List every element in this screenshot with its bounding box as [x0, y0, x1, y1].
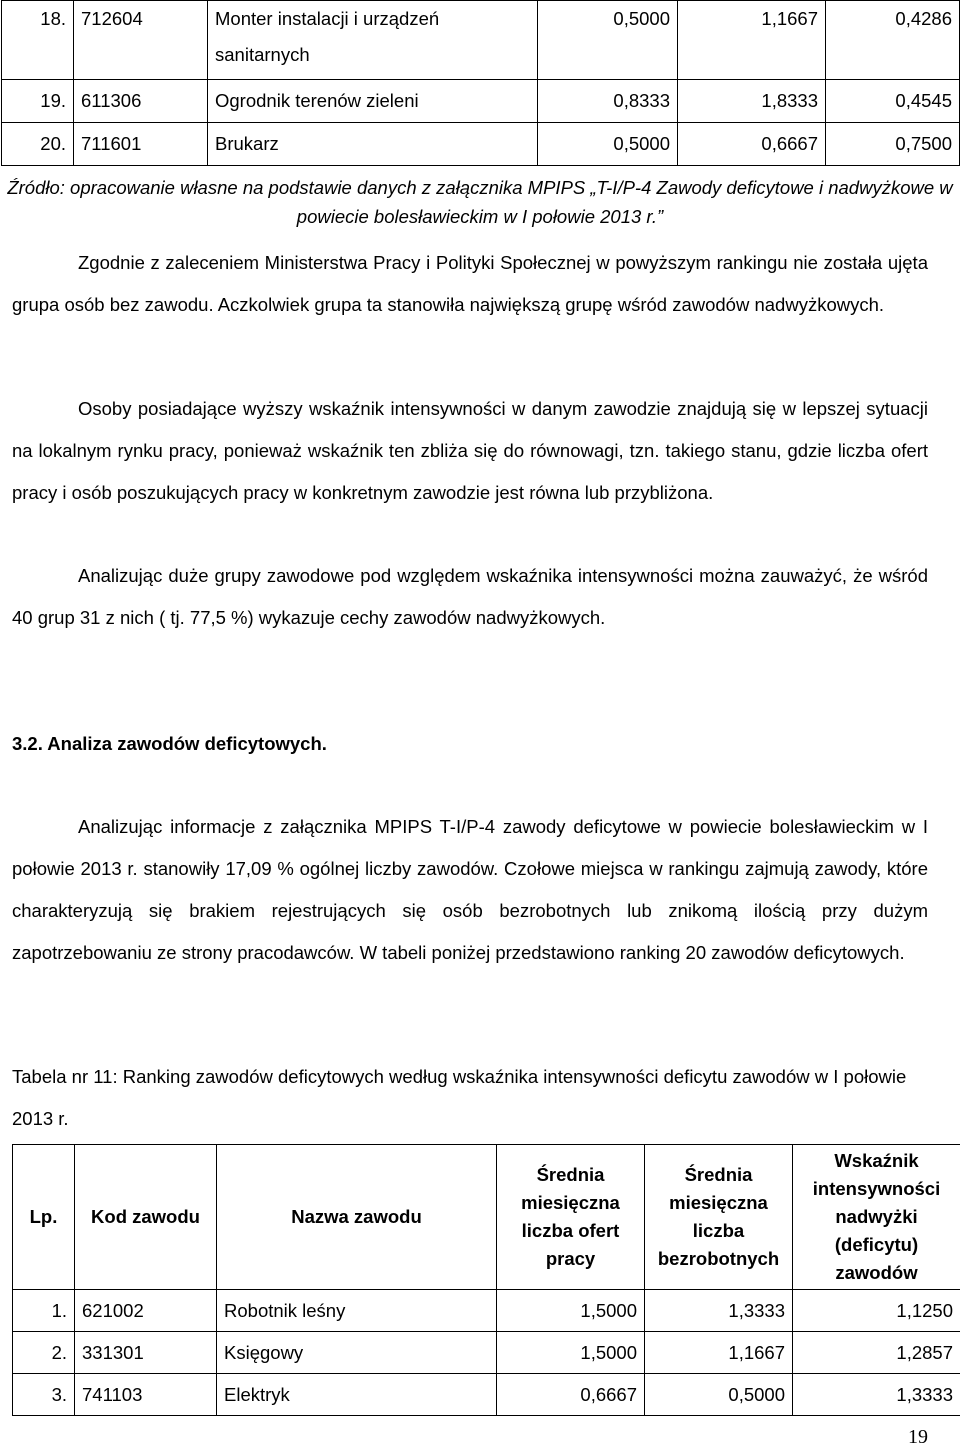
row-lp: 19.: [2, 80, 74, 123]
row-offers: 0,8333: [538, 80, 678, 123]
row-index: 1,1250: [793, 1290, 960, 1332]
row-index: 0,7500: [826, 123, 960, 166]
row-name: Elektryk: [217, 1374, 497, 1416]
header-name: Nazwa zawodu: [217, 1145, 497, 1290]
row-unemployed: 0,5000: [645, 1374, 793, 1416]
table-caption: Tabela nr 11: Ranking zawodów deficytowych według wskaźnika intensywności deficytu zawodów w I połowie 2013 r.: [12, 1066, 907, 1129]
row-name: Brukarz: [208, 123, 538, 166]
table-row: [13, 1290, 960, 1332]
row-lp: 18.: [2, 1, 74, 80]
row-code: 711601: [74, 123, 208, 166]
page-number: 19: [908, 1426, 928, 1448]
row-name: Ogrodnik terenów zieleni: [208, 80, 538, 123]
row-unemployed: 1,8333: [678, 80, 826, 123]
row-code: 621002: [75, 1290, 217, 1332]
row-unemployed: 0,6667: [678, 123, 826, 166]
header-code: Kod zawodu: [75, 1145, 217, 1290]
row-offers: 0,5000: [538, 1, 678, 80]
deficit-ranking-table: [12, 1144, 960, 1416]
row-code: 331301: [75, 1332, 217, 1374]
table-row: [2, 80, 960, 123]
row-offers: 1,5000: [497, 1290, 645, 1332]
row-name: Monter instalacji i urządzeń sanitarnych: [208, 1, 538, 80]
row-index: 1,2857: [793, 1332, 960, 1374]
section-heading: 3.2. Analiza zawodów deficytowych.: [12, 733, 327, 754]
row-index: 1,3333: [793, 1374, 960, 1416]
row-unemployed: 1,1667: [678, 1, 826, 80]
header-unemployed: Średnia miesięczna liczba bezrobotnych: [645, 1145, 793, 1290]
source-note: Źródło: opracowanie własne na podstawie danych z załącznika MPIPS „T-I/P-4 Zawody deficytowe i nadwyżkowe w powiecie bolesławieckim w I połowie 2013 r.”: [7, 177, 953, 227]
row-offers: 1,5000: [497, 1332, 645, 1374]
row-name: Robotnik leśny: [217, 1290, 497, 1332]
row-code: 611306: [74, 80, 208, 123]
row-unemployed: 1,1667: [645, 1332, 793, 1374]
table-row: [2, 123, 960, 166]
row-code: 712604: [74, 1, 208, 80]
paragraph-large-groups: Analizując duże grupy zawodowe pod względem wskaźnika intensywności można zauważyć, że wśród 40 grup 31 z nich ( tj. 77,5 %) wykazuje cechy zawodów nadwyżkowych.: [12, 565, 928, 628]
row-offers: 0,5000: [538, 123, 678, 166]
header-index: Wskaźnik intensywności nadwyżki (deficytu) zawodów: [793, 1145, 960, 1290]
paragraph-deficit-analysis: Analizując informacje z załącznika MPIPS T-I/P-4 zawody deficytowe w powiecie bolesławieckim w I połowie 2013 r. stanowiły 17,09 % ogólnej liczby zawodów. Czołowe miejsca w rankingu zajmują zawody, które charakteryzują się brakiem rejestrujących się osób bezrobotnych lub znikomą ilością przy dużym zapotrzebowaniu ze strony pracodawców. W tabeli poniżej przedstawiono ranking 20 zawodów deficytowych.: [12, 816, 928, 963]
surplus-ranking-table-continued: [1, 0, 960, 166]
table-row: [13, 1332, 960, 1374]
table-row: [13, 1374, 960, 1416]
row-offers: 0,6667: [497, 1374, 645, 1416]
row-name: Księgowy: [217, 1332, 497, 1374]
row-lp: 3.: [13, 1374, 75, 1416]
paragraph-intensity-explanation: Osoby posiadające wyższy wskaźnik intensywności w danym zawodzie znajdują się w lepszej sytuacji na lokalnym rynku pracy, ponieważ wskaźnik ten zbliża się do równowagi, tzn. takiego stanu, gdzie liczba ofert pracy i osób poszukujących pracy w konkretnym zawodzie jest równa lub przybliżona.: [12, 398, 928, 503]
row-unemployed: 1,3333: [645, 1290, 793, 1332]
paragraph-recommendation: Zgodnie z zaleceniem Ministerstwa Pracy i Polityki Społecznej w powyższym rankingu nie została ujęta grupa osób bez zawodu. Aczkolwiek grupa ta stanowiła największą grupę wśród zawodów nadwyżkowych.: [12, 252, 928, 315]
row-lp: 2.: [13, 1332, 75, 1374]
row-code: 741103: [75, 1374, 217, 1416]
table-header-row: [13, 1145, 960, 1290]
header-lp: Lp.: [13, 1145, 75, 1290]
header-offers: Średnia miesięczna liczba ofert pracy: [497, 1145, 645, 1290]
row-lp: 20.: [2, 123, 74, 166]
row-index: 0,4545: [826, 80, 960, 123]
row-lp: 1.: [13, 1290, 75, 1332]
table-row: [2, 1, 960, 80]
row-index: 0,4286: [826, 1, 960, 80]
